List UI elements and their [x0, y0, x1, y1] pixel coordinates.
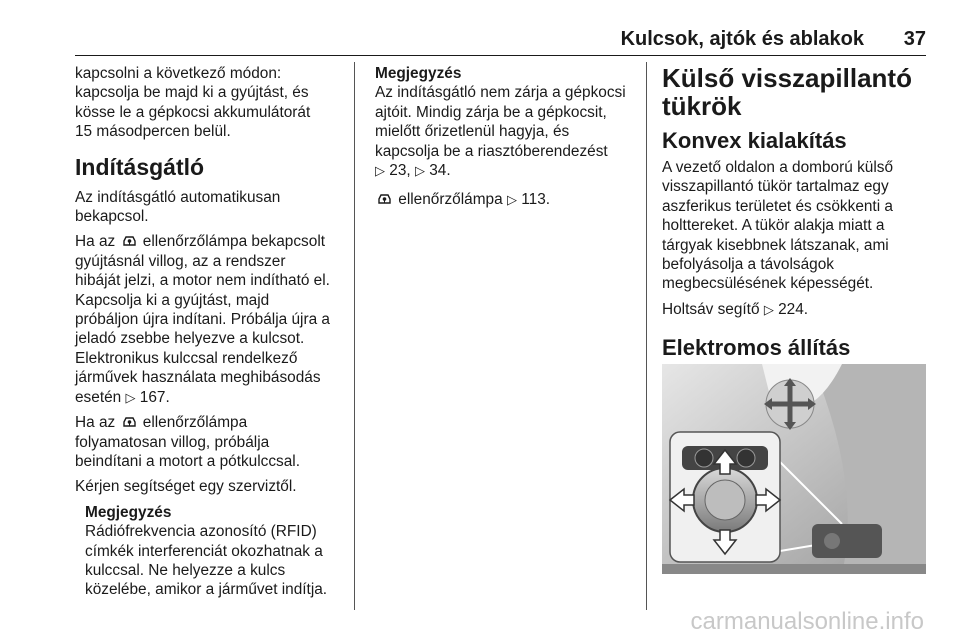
car-key-lamp-icon	[122, 234, 137, 247]
page-ref-arrow-icon: ▷	[414, 163, 425, 179]
page-ref[interactable]: 23,	[389, 162, 411, 180]
subheading-electric-adjust: Elektromos állítás	[662, 335, 851, 361]
chapter-title: Kulcsok, ajtók és ablakok	[620, 28, 864, 50]
note-title: Megjegyzés	[85, 503, 172, 521]
page-ref-arrow-icon: ▷	[125, 389, 136, 405]
page-header	[75, 28, 926, 56]
page-ref[interactable]: 224.	[778, 300, 809, 318]
paragraph: Ha az ellenőrzőlámpa bekapcsolt gyújtásnál villog, az a rendszer hibáját jelzi, a motor nem indítható el. Kapcsolja ki a gyújtást, majd próbáljon újra indítani. Próbálja újra a jeladó zsebbe helyezve a kulcsot. Elektronikus kulccsal rendelkező járművek használata meghibásodás esetén ▷ 167.	[75, 233, 330, 406]
mirror-switch-drawing	[662, 364, 926, 574]
page-ref-arrow-icon: ▷	[763, 301, 774, 317]
paragraph: ellenőrzőlámpa ▷ 113.	[375, 190, 633, 209]
paragraph: Az indításgátló automatikusan bekapcsol.	[75, 188, 281, 226]
subheading-convex: Konvex kialakítás	[662, 128, 847, 153]
page-ref-arrow-icon: ▷	[506, 192, 517, 208]
column-2	[375, 64, 633, 216]
column-divider	[354, 62, 355, 610]
car-key-lamp-icon	[122, 415, 137, 428]
header-rule	[75, 55, 926, 56]
page-ref[interactable]: 34.	[429, 162, 451, 180]
intro-paragraph: kapcsolni a következő módon: kapcsolja be majd ki a gyújtást, és kösse le a gépkocsi akkumulátorát 15 másodpercen belül.	[75, 65, 311, 141]
page-ref[interactable]: 113.	[521, 191, 551, 209]
paragraph: Holtsáv segítő ▷ 224.	[662, 300, 809, 318]
section-heading-mirrors: Külső visszapillantó tükrök	[662, 63, 912, 121]
car-key-lamp-icon	[377, 192, 392, 205]
column-divider	[646, 62, 647, 610]
note-title: Megjegyzés	[375, 65, 462, 82]
watermark: carmanualsonline.info	[690, 608, 924, 635]
page-ref-arrow-icon: ▷	[375, 163, 385, 179]
note-block: Megjegyzés Az indításgátló nem zárja a gépkocsi ajtóit. Mindig zárja be a gépkocsit, mielőtt őrizetlenül hagyja, és kapcsolja be a riasztóberendezést ▷ 23, ▷ 34.	[375, 64, 633, 180]
section-heading-immobiliser: Indításgátló	[75, 153, 205, 180]
column-3	[662, 64, 932, 365]
paragraph: Ha az ellenőrzőlámpa folyamatosan villog, próbálja beindítani a motort a pótkulccsal.	[75, 414, 300, 470]
paragraph: Kérjen segítséget egy szerviztől.	[75, 478, 297, 496]
paragraph: A vezető oldalon a domború külső visszapillantó tükör tartalmaz egy aszferikus területet és csökkenti a holttereket. A tükör alakja miatt a tárgyak kisebbnek látszanak, ami befolyásolja a távolságok megbecsülésének képességét.	[662, 159, 894, 293]
page-number: 37	[903, 28, 926, 50]
note-block: Megjegyzés Rádiófrekvencia azonosító (RFID) címkék interferenciát okozhatnak a kulccsal. Ne helyezze a kulcs közelébe, amikor a járművet indítja.	[75, 503, 347, 600]
page-ref[interactable]: 167.	[139, 388, 170, 406]
mirror-switch-illustration	[662, 364, 926, 574]
column-1	[75, 64, 347, 600]
